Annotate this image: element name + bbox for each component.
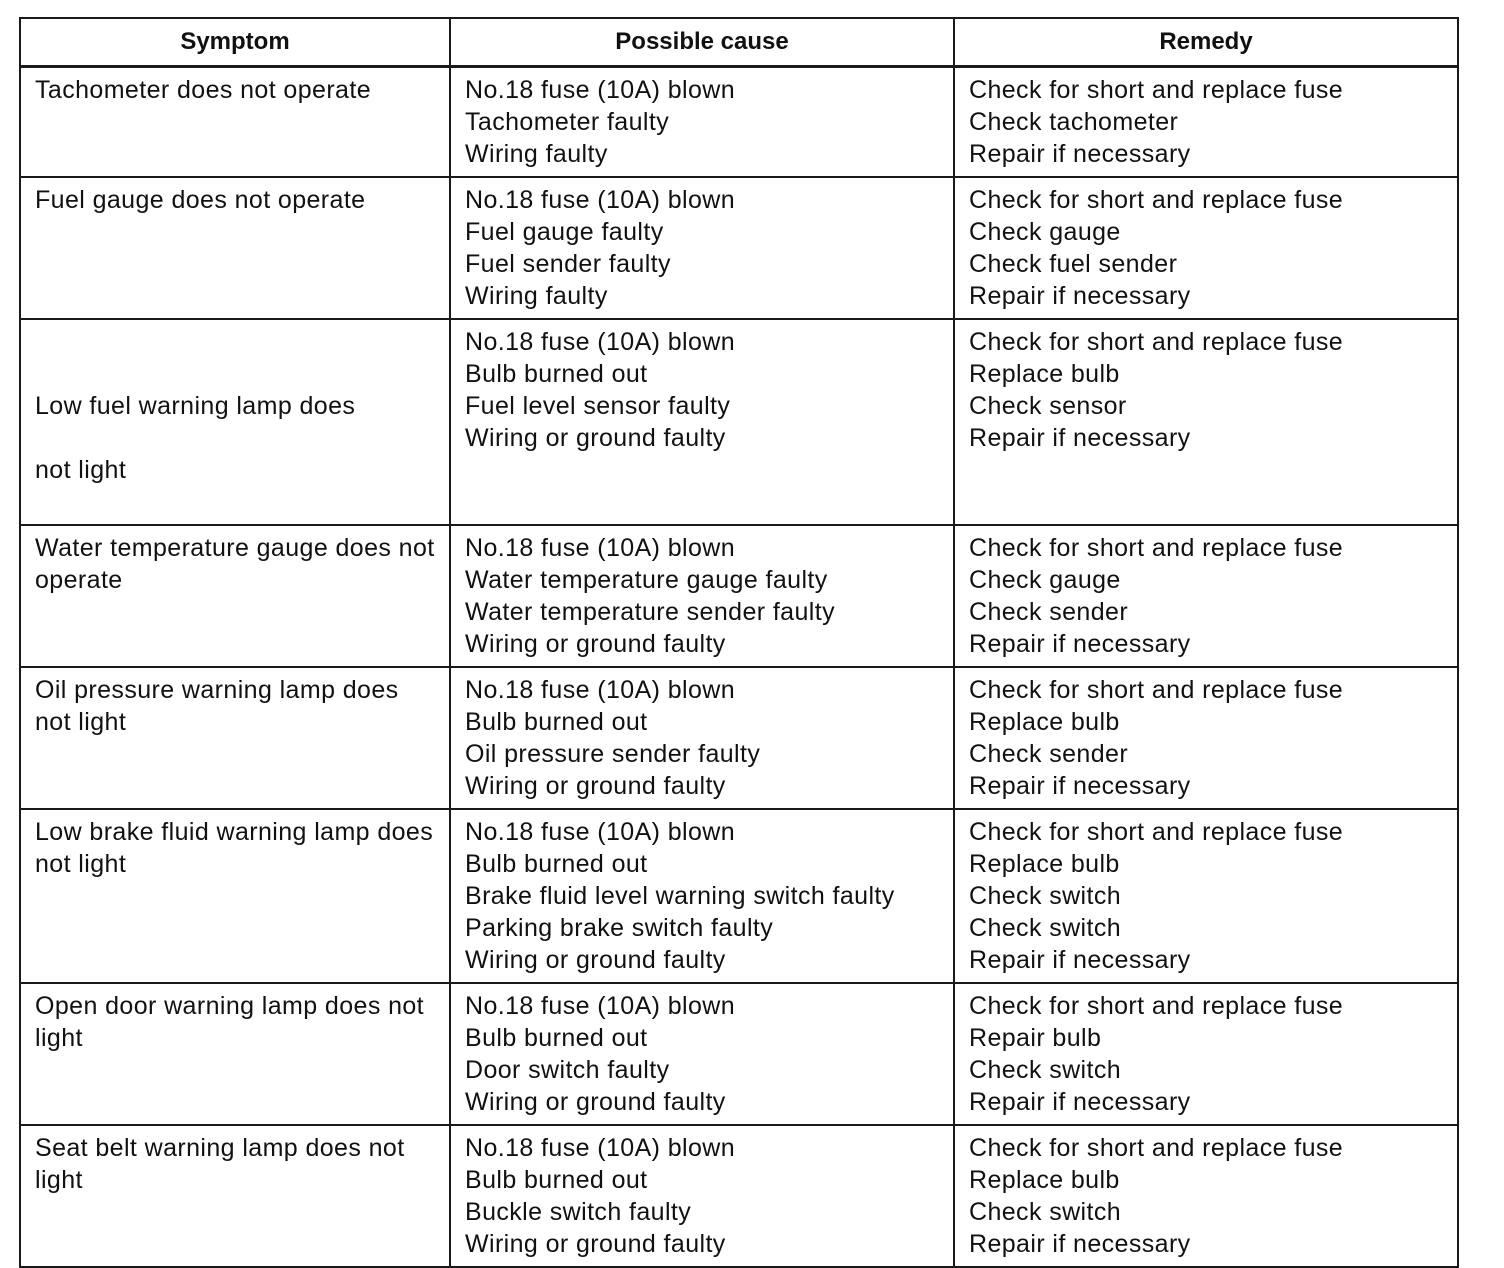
remedy-item: Check for short and replace fuse — [969, 328, 1344, 356]
remedy-item: Check tachometer — [969, 108, 1179, 136]
remedy-item: Check fuel sender — [969, 250, 1178, 278]
remedy-item: Check switch — [969, 1056, 1122, 1084]
table-row — [20, 1125, 1458, 1267]
remedy-cell — [954, 525, 1458, 667]
symptom-cell — [20, 1125, 450, 1267]
remedy-cell — [954, 67, 1458, 178]
remedy-item: Check for short and replace fuse — [969, 676, 1344, 704]
remedy-item: Repair if necessary — [969, 282, 1191, 310]
cause-cell — [450, 177, 954, 319]
remedy-item: Replace bulb — [969, 850, 1120, 878]
remedy-cell — [954, 1125, 1458, 1267]
cause-item: No.18 fuse (10A) blown — [465, 992, 736, 1020]
header-possible-cause: Possible cause — [450, 18, 954, 67]
cause-item: Brake fluid level warning switch faulty — [465, 882, 895, 910]
cause-item: Oil pressure sender faulty — [465, 740, 761, 768]
symptom-cell — [20, 983, 450, 1125]
remedy-item: Check for short and replace fuse — [969, 818, 1344, 846]
remedy-item: Check sender — [969, 598, 1129, 626]
symptom-text — [35, 358, 435, 518]
symptom-line: Low fuel warning lamp does — [35, 392, 356, 420]
remedy-item: Repair if necessary — [969, 772, 1191, 800]
remedy-item: Check for short and replace fuse — [969, 186, 1344, 214]
cause-item: No.18 fuse (10A) blown — [465, 534, 736, 562]
cause-item: No.18 fuse (10A) blown — [465, 1134, 736, 1162]
cause-item: Bulb burned out — [465, 360, 648, 388]
table-row — [20, 983, 1458, 1125]
cause-item: Fuel level sensor faulty — [465, 392, 731, 420]
remedy-item: Check switch — [969, 1198, 1122, 1226]
cause-item: Wiring or ground faulty — [465, 1230, 726, 1258]
remedy-item: Check for short and replace fuse — [969, 992, 1344, 1020]
remedy-item: Check gauge — [969, 566, 1121, 594]
remedy-item: Check sender — [969, 740, 1129, 768]
remedy-item: Repair if necessary — [969, 424, 1191, 452]
cause-cell — [450, 319, 954, 525]
remedy-item: Repair if necessary — [969, 946, 1191, 974]
cause-item: Wiring faulty — [465, 282, 608, 310]
remedy-item: Repair bulb — [969, 1024, 1102, 1052]
cause-cell — [450, 525, 954, 667]
symptom-text: Oil pressure warning lamp does not light — [35, 676, 399, 736]
symptom-text: Tachometer does not operate — [35, 76, 372, 104]
table-row — [20, 67, 1458, 178]
symptom-cell — [20, 319, 450, 525]
cause-item: Bulb burned out — [465, 1024, 648, 1052]
cause-item: Wiring or ground faulty — [465, 424, 726, 452]
symptom-text: Seat belt warning lamp does not light — [35, 1134, 405, 1194]
cause-item: Wiring or ground faulty — [465, 946, 726, 974]
remedy-item: Replace bulb — [969, 1166, 1120, 1194]
remedy-item: Check for short and replace fuse — [969, 1134, 1344, 1162]
header-remedy: Remedy — [954, 18, 1458, 67]
remedy-item: Check for short and replace fuse — [969, 534, 1344, 562]
remedy-item: Replace bulb — [969, 360, 1120, 388]
symptom-cell — [20, 177, 450, 319]
table-row — [20, 667, 1458, 809]
cause-item: Buckle switch faulty — [465, 1198, 692, 1226]
remedy-cell — [954, 809, 1458, 983]
cause-item: No.18 fuse (10A) blown — [465, 676, 736, 704]
cause-item: Wiring or ground faulty — [465, 630, 726, 658]
remedy-item: Replace bulb — [969, 708, 1120, 736]
troubleshooting-table-container — [19, 17, 1457, 1268]
cause-item: Bulb burned out — [465, 708, 648, 736]
symptom-cell — [20, 525, 450, 667]
symptom-text: Open door warning lamp does not light — [35, 992, 425, 1052]
remedy-item: Repair if necessary — [969, 140, 1191, 168]
symptom-cell — [20, 667, 450, 809]
remedy-item: Check switch — [969, 882, 1122, 910]
cause-item: Door switch faulty — [465, 1056, 670, 1084]
remedy-cell — [954, 319, 1458, 525]
symptom-line: not light — [35, 456, 127, 484]
cause-item: No.18 fuse (10A) blown — [465, 818, 736, 846]
cause-item: Wiring or ground faulty — [465, 1088, 726, 1116]
remedy-item: Check for short and replace fuse — [969, 76, 1344, 104]
remedy-cell — [954, 177, 1458, 319]
cause-item: Parking brake switch faulty — [465, 914, 774, 942]
header-symptom: Symptom — [20, 18, 450, 67]
remedy-item: Repair if necessary — [969, 630, 1191, 658]
cause-cell — [450, 809, 954, 983]
table-row — [20, 177, 1458, 319]
cause-item: Fuel gauge faulty — [465, 218, 664, 246]
cause-item: Fuel sender faulty — [465, 250, 671, 278]
header-row — [20, 18, 1458, 67]
remedy-item: Repair if necessary — [969, 1088, 1191, 1116]
cause-item: Water temperature sender faulty — [465, 598, 835, 626]
table-row — [20, 809, 1458, 983]
table-row — [20, 319, 1458, 525]
remedy-item: Repair if necessary — [969, 1230, 1191, 1258]
cause-item: No.18 fuse (10A) blown — [465, 328, 736, 356]
symptom-cell — [20, 67, 450, 178]
cause-item: Bulb burned out — [465, 1166, 648, 1194]
cause-item: Bulb burned out — [465, 850, 648, 878]
cause-item: Wiring or ground faulty — [465, 772, 726, 800]
remedy-item: Check sensor — [969, 392, 1127, 420]
cause-item: No.18 fuse (10A) blown — [465, 186, 736, 214]
symptom-cell — [20, 809, 450, 983]
troubleshooting-table — [19, 17, 1459, 1268]
cause-item: Water temperature gauge faulty — [465, 566, 828, 594]
remedy-cell — [954, 667, 1458, 809]
remedy-item: Check switch — [969, 914, 1122, 942]
cause-cell — [450, 983, 954, 1125]
remedy-cell — [954, 983, 1458, 1125]
cause-item: Wiring faulty — [465, 140, 608, 168]
symptom-text: Water temperature gauge does not operate — [35, 534, 435, 594]
cause-item: Tachometer faulty — [465, 108, 670, 136]
cause-cell — [450, 667, 954, 809]
symptom-text: Fuel gauge does not operate — [35, 186, 366, 214]
table-row — [20, 525, 1458, 667]
cause-cell — [450, 1125, 954, 1267]
symptom-text: Low brake fluid warning lamp does not light — [35, 818, 434, 878]
remedy-item: Check gauge — [969, 218, 1121, 246]
cause-cell — [450, 67, 954, 178]
cause-item: No.18 fuse (10A) blown — [465, 76, 736, 104]
